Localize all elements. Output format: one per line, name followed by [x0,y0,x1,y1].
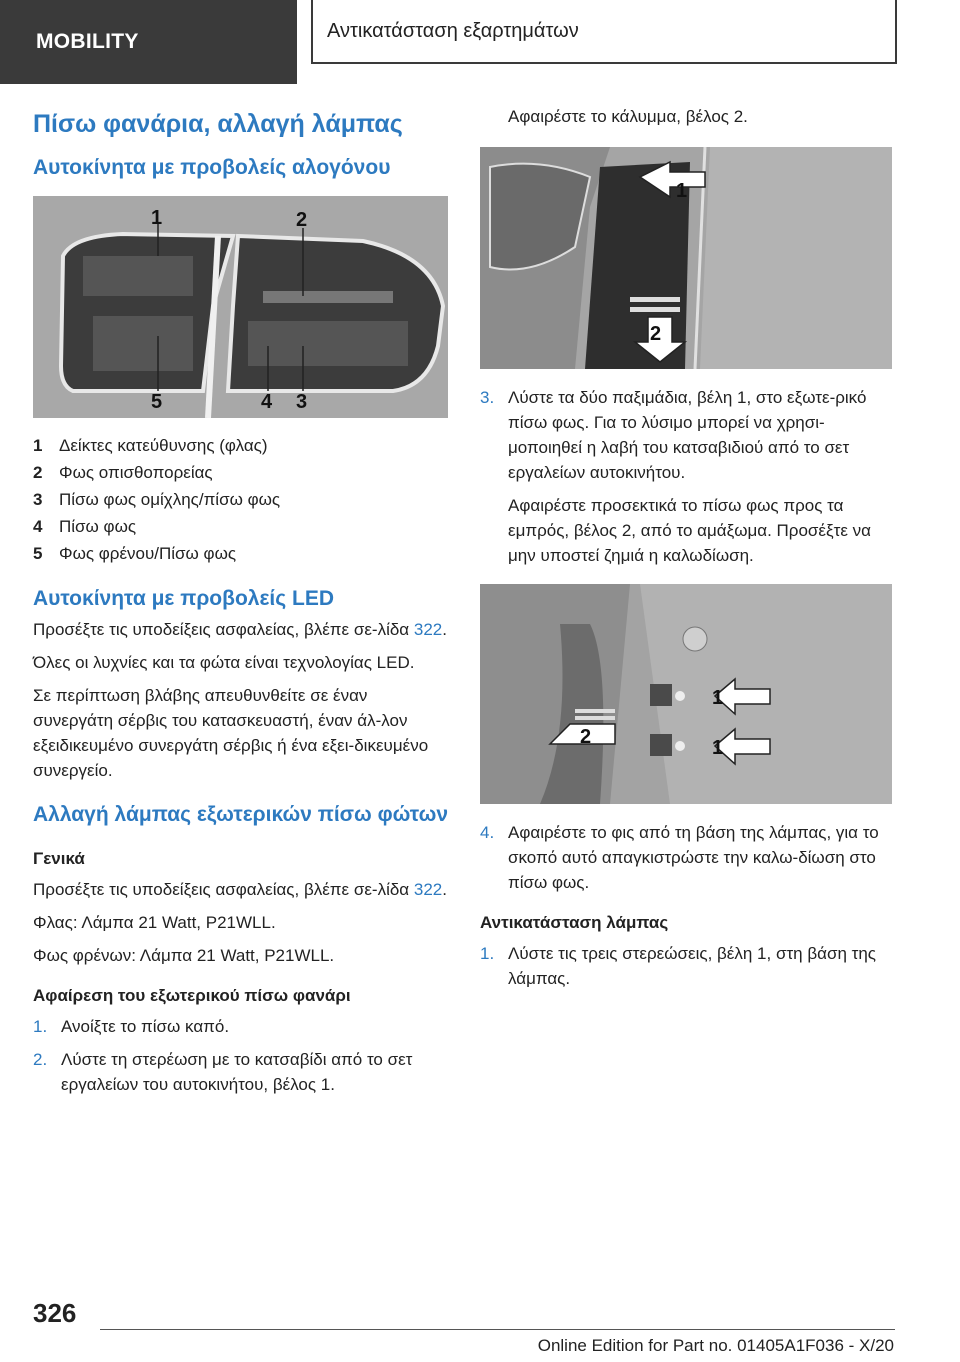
page-link[interactable]: 322 [413,620,443,639]
remove-steps [33,1014,448,1097]
step3-text: Λύστε τα δύο παξιμάδια, βέλη 1, στο εξωτε-ρικό πίσω φως. Για το λύσιμο μπορεί να χρησι-μοποιηθεί η λαβή του κατσαβιδιού από το σετ εργαλείων αυτοκινήτου. [508,388,867,482]
led-safety-end: . [442,620,447,639]
legend-text: Φως φρένου/Πίσω φως [59,544,237,563]
step3-block [480,385,892,576]
section-tab [0,0,297,84]
legend-item [33,459,448,486]
page-title: Πίσω φανάρια, αλλαγή λάμπας [33,110,403,138]
footer-divider [100,1329,895,1330]
step-text: Λύστε τη στερέωση με το κατσαβίδι από το σετ εργαλείων του αυτοκινήτου, βέλος 1. [61,1050,413,1094]
indicator-bulb-spec: Φλας: Λάμπα 21 Watt, P21WLL. [33,913,276,932]
led-safety-text: Προσέξτε τις υποδείξεις ασφαλείας, βλέπε σε-λίδα [33,620,414,639]
step-number: 4. [480,823,495,842]
step-text: Αφαιρέστε το φις από τη βάση της λάμπας, για το σκοπό αυτό απαγκιστρώστε την καλω-δίωση στο πίσω φως. [508,823,879,892]
step-number: 1. [480,944,495,963]
legend-item [33,513,448,540]
step-item [480,941,892,991]
step-text: Λύστε τις τρεις στερεώσεις, βέλη 1, στη βάση της λάμπας. [508,944,876,988]
step-number: 2. [33,1050,48,1069]
edition-note: Online Edition for Part no. 01405A1F036 - X/20 [537,1336,894,1355]
general-heading: Γενικά [33,849,85,868]
nuts-figure [480,584,892,804]
figure-legend [33,432,448,567]
fig3-label: 1 [712,687,724,709]
fig1-label: 3 [296,391,308,413]
fig2-label: 2 [650,323,662,345]
legend-item [33,432,448,459]
step-item [33,1047,448,1097]
general-safety-text: Προσέξτε τις υποδείξεις ασφαλείας, βλέπε σε-λίδα [33,880,414,899]
fig1-label: 4 [261,391,273,413]
legend-number: 3 [33,490,43,509]
cover-drawing [480,147,892,369]
led-service-paragraph: Σε περίπτωση βλάβης απευθυνθείτε σε έναν συνεργάτη σέρβις του κατασκευαστή, έναν άλ-λον εξειδικευμένο συνεργάτη σέρβις ή ένα εξει-δικευμένο συνεργείο. [33,686,429,780]
led-heading: Αυτοκίνητα με προβολείς LED [33,587,335,610]
legend-text: Πίσω φως ομίχλης/πίσω φως [59,490,281,509]
legend-item [33,540,448,567]
nuts-drawing [480,584,892,804]
tail-light-figure [33,196,448,418]
step3-note: Αφαιρέστε προσεκτικά το πίσω φως προς τα εμπρός, βέλος 2, από το αμάξωμα. Προσέξτε να μην υποστεί ζημιά η καλωδίωση. [508,496,871,565]
legend-text: Φως οπισθοπορείας [59,463,213,482]
general-safety-end: . [442,880,447,899]
step-item [480,385,892,576]
change-heading: Αλλαγή λάμπας εξωτερικών πίσω φώτων [33,803,448,826]
step4-block [480,820,892,895]
tail-light-drawing [33,196,448,418]
replace-steps [480,941,892,991]
replace-heading: Αντικατάσταση λάμπας [480,913,669,932]
led-paragraph: Όλες οι λυχνίες και τα φώτα είναι τεχνολογίας LED. [33,653,415,672]
legend-number: 1 [33,436,43,455]
step-item [480,820,892,895]
step-item [33,1014,448,1039]
step-text: Ανοίξτε το πίσω καπό. [61,1017,230,1036]
led-safety-paragraph [33,617,448,642]
step-number: 3. [480,388,495,407]
section-label: MOBILITY [36,30,139,53]
page-link[interactable]: 322 [413,880,443,899]
legend-text: Δείκτες κατεύθυνσης (φλας) [59,436,268,455]
fig2-label: 1 [676,180,688,202]
fig3-label: 2 [580,726,592,748]
right-column [480,100,892,999]
legend-number: 2 [33,463,43,482]
left-column [33,100,448,1105]
brake-bulb-spec: Φως φρένων: Λάμπα 21 Watt, P21WLL. [33,946,335,965]
halogen-heading: Αυτοκίνητα με προβολείς αλογόνου [33,156,391,179]
fig3-label: 1 [712,737,724,759]
fig1-label: 1 [151,207,163,229]
legend-number: 5 [33,544,43,563]
remove-cover-text: Αφαιρέστε το κάλυμμα, βέλος 2. [508,107,748,126]
legend-item [33,486,448,513]
legend-text: Πίσω φως [59,517,137,536]
chapter-header [311,0,897,64]
fig1-label: 5 [151,391,163,413]
cover-figure [480,147,892,369]
general-safety-paragraph [33,877,448,902]
chapter-title: Αντικατάσταση εξαρτημάτων [327,19,579,42]
page-number: 326 [33,1298,77,1328]
step-number: 1. [33,1017,48,1036]
legend-number: 4 [33,517,43,536]
remove-heading: Αφαίρεση του εξωτερικού πίσω φανάρι [33,986,351,1005]
fig1-label: 2 [296,209,308,231]
